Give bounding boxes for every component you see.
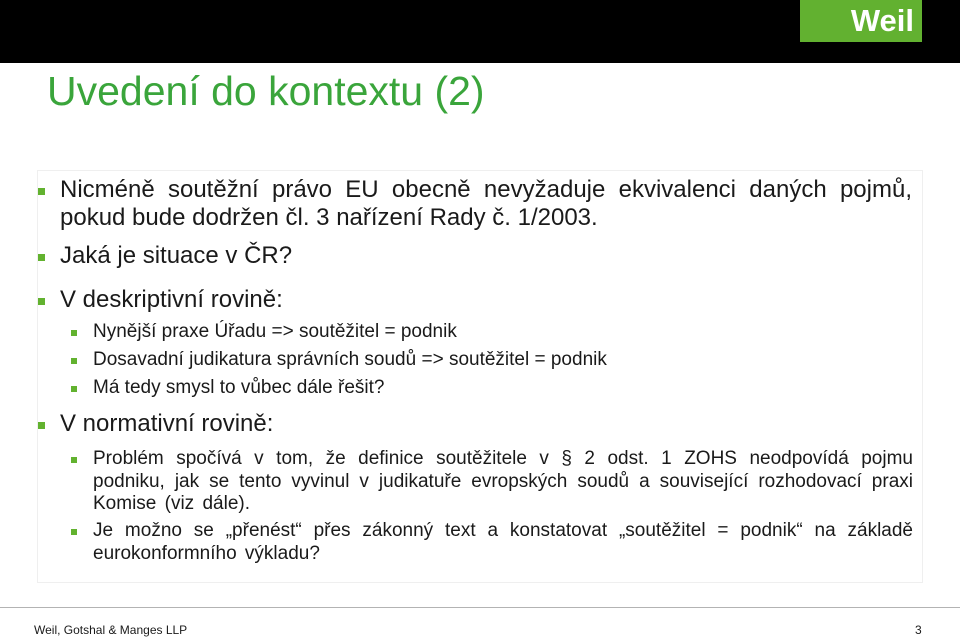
page-number: 3 [915,623,922,637]
bullet-item-eu-law: Nicméně soutěžní právo EU obecně nevyžaduje ekvivalenci daných pojmů, pokud bude dodržen čl. 3 nařízení Rady č. 1/2003. [60,176,912,231]
bullet-item-descriptive: V deskriptivní rovině: [60,286,283,313]
weil-logo [800,0,922,42]
sub-bullet-square-icon [71,358,77,364]
sub-bullet-square-icon [71,386,77,392]
slide-title: Uvedení do kontextu (2) [47,68,485,114]
sub-bullet-square-icon [71,457,77,463]
bullet-item-normative: V normativní rovině: [60,410,274,437]
footer-divider [0,607,960,608]
footer-firm-name: Weil, Gotshal & Manges LLP [34,623,188,637]
bullet-square-icon [38,422,45,429]
sub-item-office-practice: Nynější praxe Úřadu => soutěžitel = podnik [93,321,457,342]
logo-text: Weil [850,3,914,38]
bullet-square-icon [38,298,45,305]
sub-item-court-case-law: Dosavadní judikatura správních soudů => soutěžitel = podnik [93,349,607,370]
sub-bullet-square-icon [71,529,77,535]
sub-item-euroconform: Je možno se „přenést“ přes zákonný text a konstatovat „soutěžitel = podnik“ na základě eurokonformního výkladu? [93,520,913,564]
bullet-square-icon [38,188,45,195]
sub-item-question: Má tedy smysl to vůbec dále řešit? [93,377,385,398]
sub-item-problem: Problém spočívá v tom, že definice soutěžitele v § 2 odst. 1 ZOHS neodpovídá pojmu podniku, jak se tento vyvinul v judikatuře evropských soudů a související rozhodovací praxi Komise (viz dále). [93,448,913,514]
bullet-item-cr-situation: Jaká je situace v ČR? [60,242,293,269]
sub-bullet-square-icon [71,330,77,336]
bullet-square-icon [38,254,45,261]
